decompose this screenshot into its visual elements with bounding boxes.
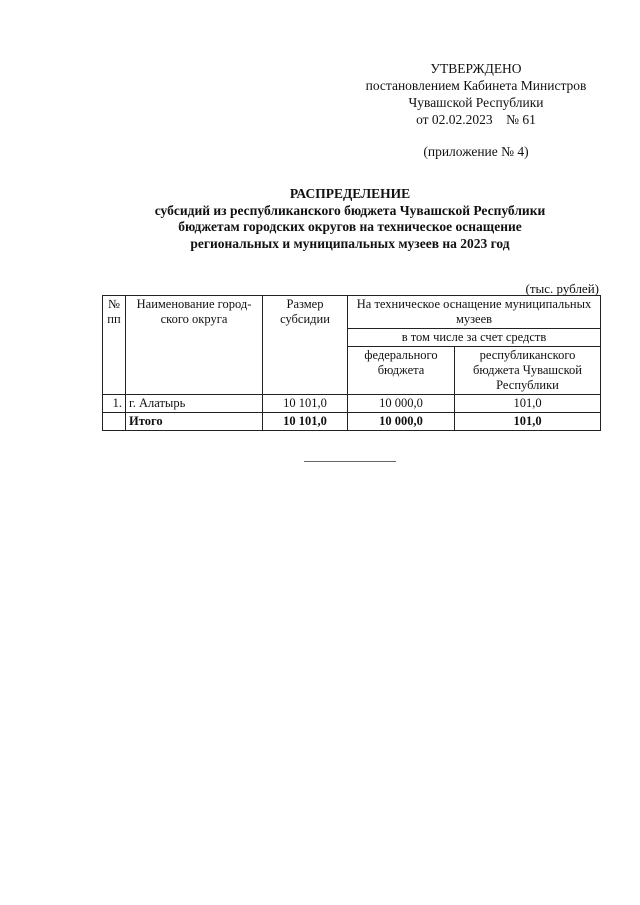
cell-num: 1. <box>103 395 126 413</box>
title-line-1: субсидий из республиканского бюджета Чувашской Республики <box>154 202 546 218</box>
total-republican: 101,0 <box>455 413 601 431</box>
table-total-row <box>103 413 601 431</box>
cell-republican: 101,0 <box>455 395 601 413</box>
cell-federal: 10 000,0 <box>348 395 455 413</box>
total-federal: 10 000,0 <box>348 413 455 431</box>
cell-name: г. Алатырь <box>126 395 263 413</box>
appendix-label: (приложение № 4) <box>423 144 529 159</box>
approval-title: УТВЕРЖДЕНО <box>430 61 522 76</box>
total-num <box>103 413 126 431</box>
header-size: Размер субсидии <box>263 296 348 395</box>
cell-size: 10 101,0 <box>263 395 348 413</box>
header-republican: республиканского бюджета Чувашской Республики <box>455 347 601 395</box>
approval-region: Чувашской Республики <box>408 95 544 110</box>
end-separator-line <box>304 461 396 462</box>
title-line-2: бюджетам городских округов на техническое оснащение <box>178 219 522 234</box>
header-federal: федерального бюджета <box>348 347 455 395</box>
total-name: Итого <box>126 413 263 431</box>
table-row <box>103 395 601 413</box>
title-line-3: региональных и муниципальных музеев на 2023 год <box>190 235 510 251</box>
approval-authority: постановлением Кабинета Министров <box>365 78 587 93</box>
header-including: в том числе за счет средств <box>348 329 601 347</box>
document-title <box>60 186 640 252</box>
title-heading: РАСПРЕДЕЛЕНИЕ <box>289 186 411 201</box>
approval-block <box>352 60 600 128</box>
header-name: Наименование город-ского округа <box>126 296 263 395</box>
table-header-row <box>103 296 601 329</box>
header-num: № пп <box>103 296 126 395</box>
total-size: 10 101,0 <box>263 413 348 431</box>
distribution-table <box>102 295 601 431</box>
header-equipment: На техническое оснащение муниципальных музеев <box>348 296 601 329</box>
approval-date-number: от 02.02.2023 № 61 <box>416 112 536 127</box>
units-label: (тыс. рублей) <box>525 281 599 296</box>
